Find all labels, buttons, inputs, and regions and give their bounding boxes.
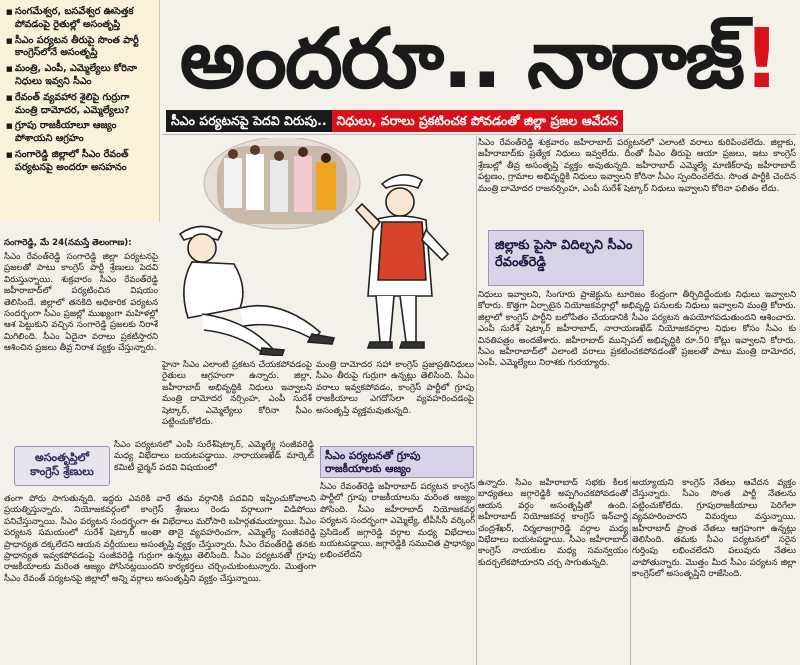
article-column [4,252,158,402]
paragraph: హైనా సీఎం ఎలాంటి ప్రకటన చేయకపోవడంపై రైతులు ఆగ్రహంగా ఉన్నారు. జిల్లా, జహీరాబాద్ అభివృద్ధికి నిధులు ఇవ్వాలని మంత్రి దామోదర నర్సింహ, ఎంపీ సురేశ్ షెట్కార్, ఎమ్మెల్యేలు కోరినా సీఎం పట్టించుకోలేదు. [162,360,312,428]
subhead-part2: నిధులు, వరాలు ప్రకటించక పోవడంతో జిల్లా ప్రజల ఆవేదన [332,110,624,132]
highlight-item: ■ గ్రూపు రాజకీయాలూ ఆజ్యం పోశాయని ఆగ్రహం [6,120,155,146]
highlight-item: ■ సంగమేశ్వర, బసవేశ్వర ఊసెత్తక పోవడంపై రైతుల్లో అసంతృప్తి [6,6,155,32]
paragraph: మంత్రి దామోదర సహా కాంగ్రెస్ ప్రజాప్రతినిధులు సీఎం తీరుపై గుర్రుగా ఉన్నట్లు తెలిసింది. సీఎం వరాలు ఇవ్వకపోవడం, కాంగ్రెస్ పార్టీలో గ్రూపు రాజకీయాలు ఎగదోసేలా వ్యవహరించడంపై అసంతృప్తి వ్యక్తమవుతున్నది. [316,360,474,416]
article-column [114,440,314,492]
sitting-man-figure [180,226,334,356]
dateline: సంగారెడ్డి, మే 24(నమస్తే తెలంగాణ): [4,238,132,248]
article-column [478,138,796,228]
paragraph: అయ్యాయని కాంగ్రెస్ నేతలు ఆవేదన వ్యక్తం చేస్తున్నారు. సీఎం సొంత పార్టీ నేతలను పట్టించుకోలేదు. గ్రూపురాజకీయాలు పెరిగేలా వ్యవహరించారని విమర్శలు వస్తున్నాయి. జహీరాబాద్ ప్రాంత నేతలు ఆగ్రహంగా ఉన్నట్లు తెలిసింది. తమకు సీఎం పర్యటనలో సరైన గుర్తింపు లభించలేదని పలువురు నేతలు వాపోతున్నారు. మొత్తం మీద సీఎం పర్యటన జిల్లా కాంగ్రెస్‌లో అసంతృప్తిని రాజేసింది. [632,478,796,580]
paragraph: నిధులు ఇవ్వాలని, సింగూరు ప్రాజెక్టును టూరిజం కేంద్రంగా తీర్చిదిద్దేందుకు నిధులు ఇవ్వాలని కోరారు. కొత్తగా ఏర్పాటైన నియోజకవర్గాల్లో అభివృద్ధి పనులకు నిధులు ఇవ్వాలని మంత్రి కోరారు. జిల్లాలో కాంగ్రెస్ పార్టీని బలోపేతం చేయడానికి సీఎం పర్యటన ఉపయోగపడుతుందని ఆశించారు. ఎంపీ సురేశ్ షెట్కార్ జహీరాబాద్, నారాయణఖేడ్ నియోజకవర్గాల నిధుల కోసం సీఎం కు వినతిపత్రం అందజేశారు. జహీరాబాద్ మున్సిపల్ అభివృద్ధికి రూ.50 కోట్లు ఇవ్వాలని కోరారు. సీఎం జహీరాబాద్‌లో ఎలాంటి వరాలు ప్రకటించకపోవడంతో ప్రజలతో పాటు మంత్రి దామోదర, ఎంపీ, ఎమ్మెల్యేలు నిరాశకు గురయ్యారు. [478,290,796,369]
headline-exclamation: ! [742,14,779,106]
subheadline [166,110,796,132]
subheading-box: జిల్లాకు పైసా విదిల్చని సీఎం రేవంత్‌రెడ్డి [488,230,644,286]
highlight-item: ■ సీఎం పర్యటన తీరుపై సొంత పార్టీ కాంగ్రెస్‌లోనే అసంతృప్తి [6,35,155,61]
paragraph: సీఎం రేవంత్‌రెడ్డి శుక్రవారం జహీరాబాద్ పర్యటనలో ఎలాంటి వరాలు కురిపించలేదు. జిల్లాకు, జహీరాబాద్‌కు ప్రత్యేక నిధులు ఇవ్వలేదు. దీంతో సీఎం తీరుపై ఆయా ప్రజలు, ఇటు కాంగ్రెస్ శ్రేణుల్లో తీవ్ర అసంతృప్తి వ్యక్తం అవుతున్నది. జహీరాబాద్ ఎమ్మెల్యే మాణిక్‌రావు జహీరాబాద్ పట్టణం, గ్రామాల అభివృద్ధికి నిధులు ఇవ్వాలని కోరినా సీఎం స్పందించలేదు. సొంత పార్టీకి చెందిన మంత్రి దామోదర రాజనర్సింహ, ఎంపీ సురేశ్ షెట్కార్ నిధులు ఇవ్వాలని కోరినా ఫలితం లేదు. [478,138,796,194]
column-divider [476,136,477,665]
subheading-box: అసంతృప్తిలో కాంగ్రెస్ శ్రేణులు [14,446,110,486]
highlight-item: ■ మంత్రి, ఎంపీ, ఎమ్మెల్యేలు కోరినా నిధులు ఇవ్వని సీఎం [6,63,155,89]
article-column [478,478,628,665]
headline [162,14,796,106]
event-photo [217,145,347,224]
paragraph: తంగా పోరు సాగుతున్నది. ఇద్దరు ఎవరికి వారే తమ వర్గానికి పదవిని ఇప్పించుకోవాలని ప్రయత్నిస్తున్నారు. నియోజకవర్గంలో కాంగ్రెస్‌ శ్రేణులు రెండు వర్గాలుగా విడిపోయి పనిచేస్తున్నాయి. సీఎం పర్యటన సందర్భంగా ఈ విభేదాలు మరోసారి బహిర్గతమయ్యాయి. సీఎం పర్యటన సమయంలో సురేశ్ షెట్కార్ అంతా తానై వ్యవహరించగా, ఎమ్మెల్యే సంజీవరెడ్డి ప్రాధాన్యత దక్కలేదని ఆయన వర్గీయులు అసంతృప్తి వ్యక్తం చేస్తున్నారు. సీఎం రేవంత్‌రెడ్డి తనకు ప్రాధాన్యత ఇవ్వకపోవడంపై సంజీవరెడ్డి గుర్రుగా ఉన్నట్లు తెలిసింది. సీఎం పర్యటనతో గ్రూపు రాజకీయాలకు మరింత ఆజ్యం పోసినట్లయిందని కార్యకర్తలు చర్చించుకుంటున్నారు. మొత్తంగా సీఎం రేవంత్ పర్యటనపై జిల్లాలో అన్ని వర్గాలు అసంతృప్తిని వ్యక్తం చేస్తున్నాయి. [4,494,316,584]
section-divider [162,134,796,135]
column-divider [630,476,631,665]
highlight-item: ■ రేవంత్ వ్యవహార శైలిపై గుర్రుగా మంత్రి దామోదర, ఎమ్మెల్యేలు? [6,92,155,118]
article-column [320,482,475,664]
paragraph: ఉన్నారు. సీఎం జహీరాబాద్ సభకు కీలక బాధ్యతలు జగ్గారెడ్డికి అప్పగించకపోవడంతో ఆయన వర్గం అసంతృప్తితో ఉంది. జహీరాబాద్ నియోజకవర్గ కాంగ్రెస్ ఇన్‌చార్జి చంద్రశేఖర్, నిర్మలాజగ్గారెడ్డి వర్గాల మధ్య విభేదాలు బయటపడ్డాయి. సీఎం జహీరాబాద్ కాంగ్రెస్ నాయకుల మధ్య సమన్వయం కుదర్చలేకపోయారని చర్చ సాగుతున్నది. [478,478,628,568]
article-column [162,360,312,440]
highlight-item: ■ సంగారెడ్డి జిల్లాలో సీఎం రేవంత్ పర్యటనపై అందరూ అసహనం [6,149,155,175]
highlights-box [0,0,160,222]
paragraph: సీఎం రేవంత్‌రెడ్డి జహీరాబాద్ పర్యటన కాంగ్రెస్ పార్టీలో గ్రూపు రాజకీయాలను మరింత ఆజ్యం పోసింది. సీఎం జహీరాబాద్ నియోజకవర్గ పర్యటన సందర్భంగా ఎమ్మెల్యే, టీపీసీసీ వర్కింగ్ ప్రెసిడెంట్ జగ్గారెడ్డి వర్గాల మధ్య విభేదాలు బయటపడ్డాయి. జగ్గారెడ్డికి సముచిత ప్రాధాన్యం లభించలేదని [320,482,475,561]
cartoon-illustration [162,138,472,356]
headline-text: అందరూ.. నారాజ్ [179,14,743,106]
subheading-box: సీఎం పర్యటనతో గ్రూపు రాజకీయాలకు ఆజ్యం [320,446,474,478]
paragraph: సీఎం రేవంత్‌రెడ్డి సంగారెడ్డి జిల్లా పర్యటనపై ప్రజలతో పాటు కాంగ్రెస్ పార్టీ శ్రేణులు పెదవి విరుస్తున్నాయి. శుక్రవారం సీఎం రేవంత్‌రెడ్డి జహీరాబాద్‌లో పర్యటించిన విషయం తెలిసిందే. జిల్లాలో తనకిది అధికారిక పర్యటన సందర్భంగా సీఎం ప్రజల్లో ముఖ్యంగా మహిళల్లో ఆశ పెట్టుకుని వచ్చిన సంగారెడ్డి ప్రజలకు నిరాశే మిగిలింది. సీఎం ఏదైనా వరాలు ప్రకటిస్తారని ఆశించిన ప్రజలు తీవ్ర నిరాశ వ్యక్తం చేస్తున్నారు. [4,252,158,354]
subhead-part1: సీఎం పర్యటనపై పెదవి విరుపు.. [166,110,332,132]
standing-man-figure [356,175,448,348]
article-column [316,360,474,440]
article-column [478,290,796,470]
paragraph: సీఎం పర్యటనలో ఎంపీ సురేశ్‌షెట్కార్, ఎమ్మెల్యే సంజీవరెడ్డి మధ్య విభేదాలు బయటపడ్డాయి. నారాయణఖేడ్ మార్కెట్ కమిటీ ఛైర్మన్ పదవి విషయంలో [114,440,314,473]
article-column [4,494,316,664]
article-column [632,478,796,665]
